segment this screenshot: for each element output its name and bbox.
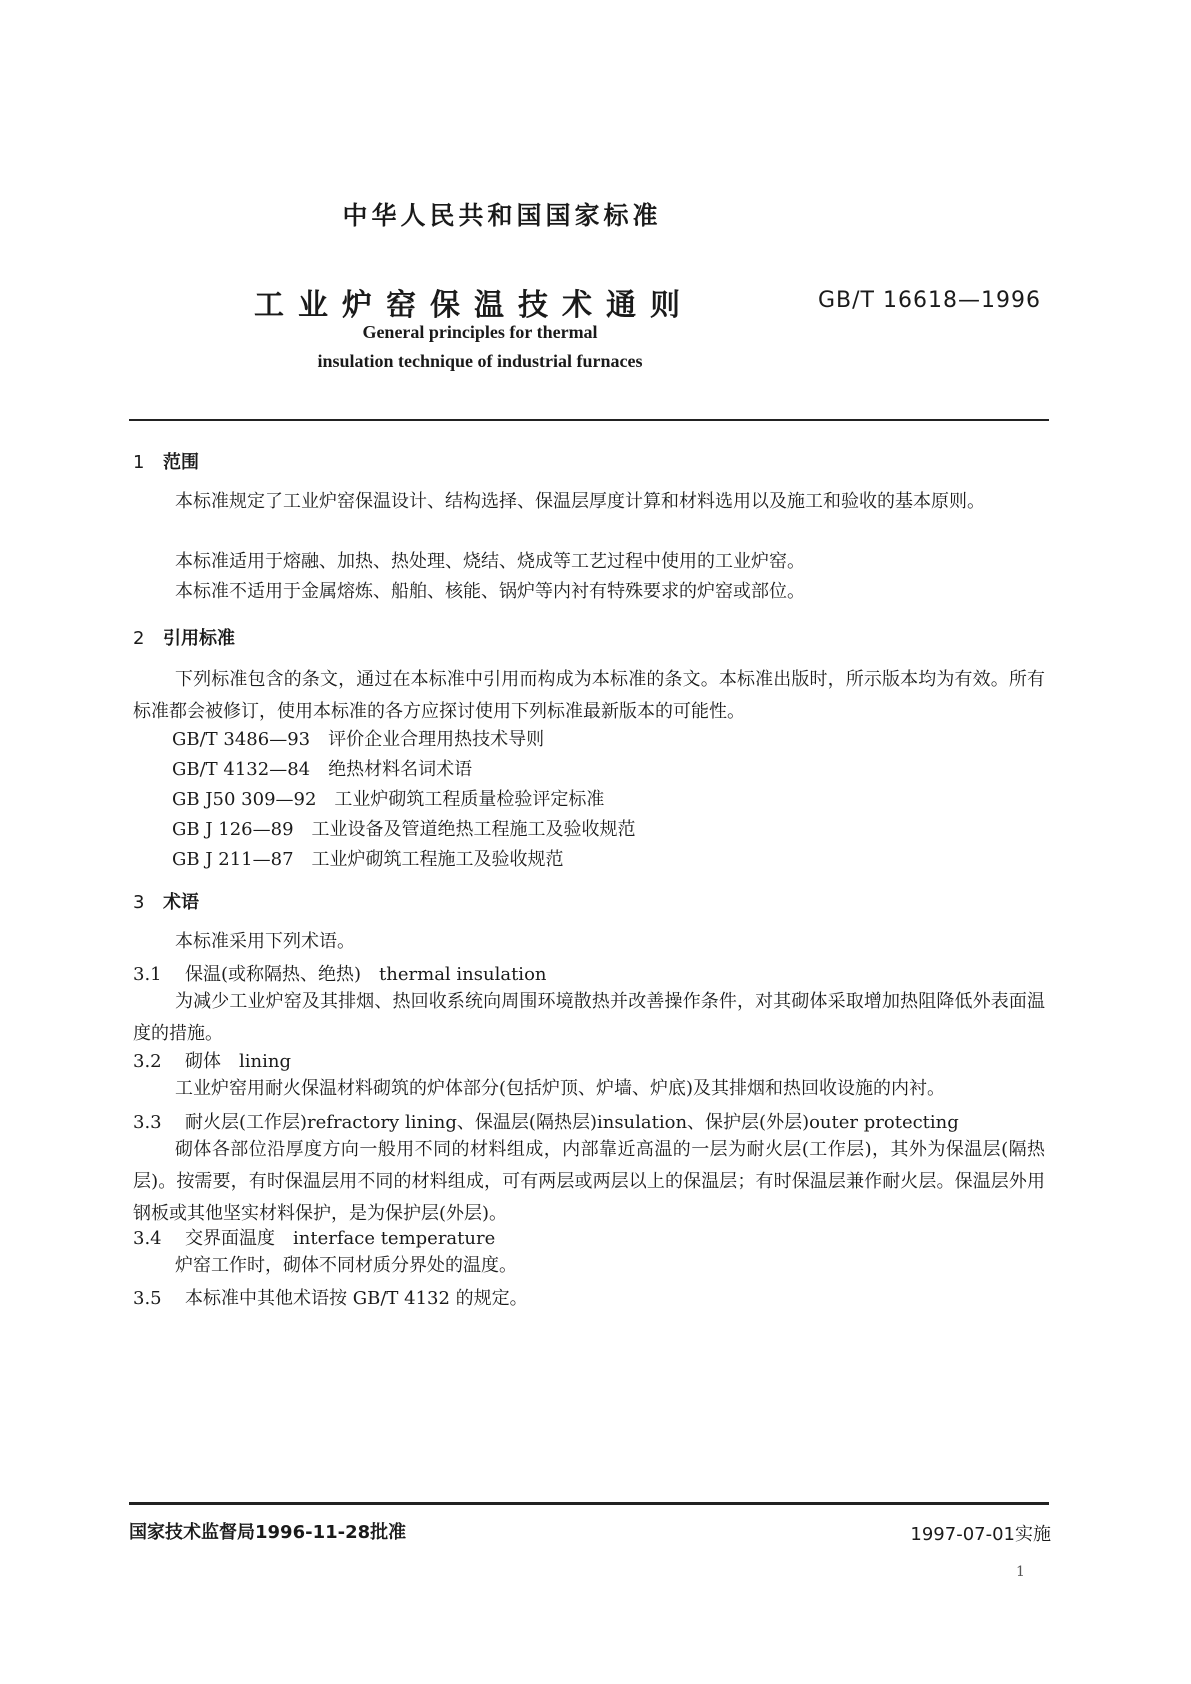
term-number: 3.1 bbox=[133, 964, 162, 985]
effective-date: 1997-07-01实施 bbox=[910, 1524, 1051, 1545]
section-title: 引用标准 bbox=[163, 628, 235, 649]
section-2-heading bbox=[133, 624, 235, 650]
term-3-1 bbox=[133, 960, 547, 986]
term-number: 3.2 bbox=[133, 1051, 162, 1072]
term-label: 交界面温度 interface temperature bbox=[185, 1228, 496, 1249]
section-title: 范围 bbox=[163, 452, 199, 473]
term-3-2-definition: 工业炉窑用耐火保温材料砌筑的炉体部分(包括炉顶、炉墙、炉底)及其排烟和热回收设施的内衬。 bbox=[175, 1078, 946, 1099]
section-2-paragraph-1: 下列标准包含的条文，通过在本标准中引用而构成为本标准的条文。本标准出版时，所示版本均为有效。所有标准都会被修订，使用本标准的各方应探讨使用下列标准最新版本的可能性。 bbox=[133, 669, 1045, 722]
header-divider bbox=[129, 419, 1049, 421]
term-3-5 bbox=[133, 1284, 528, 1310]
section-1-heading bbox=[133, 448, 199, 474]
section-1-paragraph-2: 本标准适用于熔融、加热、热处理、烧结、烧成等工艺过程中使用的工业炉窑。 bbox=[175, 551, 805, 572]
section-1-paragraph-1: 本标准规定了工业炉窑保温设计、结构选择、保温层厚度计算和材料选用以及施工和验收的基本原则。 bbox=[175, 491, 985, 512]
section-number: 3 bbox=[133, 892, 145, 913]
reference-item: GB/T 4132—84 绝热材料名词术语 bbox=[172, 759, 473, 780]
term-3-3-definition: 砌体各部位沿厚度方向一般用不同的材料组成，内部靠近高温的一层为耐火层(工作层)，其外为保温层(隔热层)。按需要，有时保温层用不同的材料组成，可有两层或两层以上的保温层；有时保温层兼作耐火层。保温层外用钢板或其他坚实材料保护，是为保护层(外层)。 bbox=[133, 1139, 1045, 1224]
section-number: 2 bbox=[133, 628, 145, 649]
term-label: 砌体 lining bbox=[185, 1051, 291, 1072]
term-label: 耐火层(工作层)refractory lining、保温层(隔热层)insulation、保护层(外层)outer protecting bbox=[185, 1112, 959, 1133]
section-1-paragraph-3: 本标准不适用于金属熔炼、船舶、核能、锅炉等内衬有特殊要求的炉窑或部位。 bbox=[175, 581, 805, 602]
section-title: 术语 bbox=[163, 892, 199, 913]
term-label: 本标准中其他术语按 GB/T 4132 的规定。 bbox=[185, 1288, 528, 1309]
term-number: 3.5 bbox=[133, 1288, 162, 1309]
footer-divider bbox=[129, 1502, 1049, 1505]
title-en-line2: insulation technique of industrial furnaces bbox=[317, 351, 643, 371]
standard-number: GB/T 16618—1996 bbox=[818, 288, 1041, 313]
term-number: 3.4 bbox=[133, 1228, 162, 1249]
term-number: 3.3 bbox=[133, 1112, 162, 1133]
term-3-1-definition: 为减少工业炉窑及其排烟、热回收系统向周围环境散热并改善操作条件，对其砌体采取增加热阻降低外表面温度的措施。 bbox=[133, 991, 1045, 1044]
document-title-cn: 工业炉窑保温技术通则 bbox=[254, 288, 694, 323]
standard-type-heading: 中华人民共和国国家标准 bbox=[342, 201, 662, 230]
term-3-4-definition: 炉窑工作时，砌体不同材质分界处的温度。 bbox=[175, 1255, 517, 1276]
title-en-line1: General principles for thermal bbox=[362, 322, 598, 342]
reference-item: GB/T 3486—93 评价企业合理用热技术导则 bbox=[172, 729, 545, 750]
section-number: 1 bbox=[133, 452, 145, 473]
term-3-4 bbox=[133, 1224, 495, 1250]
term-3-3 bbox=[133, 1108, 959, 1134]
section-3-heading bbox=[133, 888, 199, 914]
approval-note: 国家技术监督局1996-11-28批准 bbox=[129, 1522, 407, 1543]
term-3-2 bbox=[133, 1047, 291, 1073]
reference-item: GB J50 309—92 工业炉砌筑工程质量检验评定标准 bbox=[172, 789, 605, 810]
term-label: 保温(或称隔热、绝热) thermal insulation bbox=[185, 964, 547, 985]
reference-item: GB J 211—87 工业炉砌筑工程施工及验收规范 bbox=[172, 849, 564, 870]
page-number: 1 bbox=[1016, 1564, 1025, 1580]
reference-item: GB J 126—89 工业设备及管道绝热工程施工及验收规范 bbox=[172, 819, 636, 840]
section-3-intro: 本标准采用下列术语。 bbox=[175, 931, 355, 952]
